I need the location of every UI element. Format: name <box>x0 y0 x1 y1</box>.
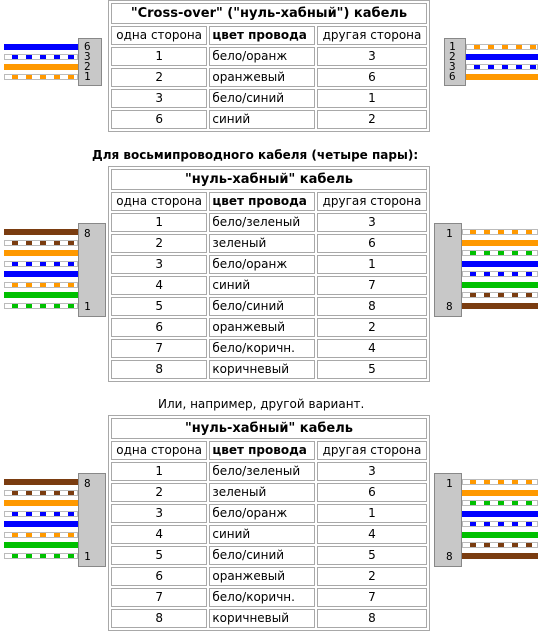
wire-color: синий <box>209 110 315 129</box>
header-wire-color: цвет провода <box>209 192 315 211</box>
wire-color: бело/зеленый <box>209 213 315 232</box>
wire-color: коричневый <box>209 609 315 628</box>
table-row <box>111 213 427 232</box>
wire <box>4 511 78 517</box>
pin-a: 2 <box>111 68 207 87</box>
wire-color: бело/зеленый <box>209 462 315 481</box>
table-row <box>111 588 427 607</box>
pin-a: 8 <box>111 609 207 628</box>
header-side-a: одна сторона <box>111 192 207 211</box>
table-row <box>111 234 427 253</box>
table-row <box>111 255 427 274</box>
pin-label: 6 <box>84 40 91 53</box>
pin-b: 6 <box>317 68 427 87</box>
pin-label: 8 <box>446 300 453 313</box>
wire-color: оранжевый <box>209 567 315 586</box>
header-side-b: другая сторона <box>317 192 427 211</box>
wire <box>462 521 538 527</box>
table-row <box>111 504 427 523</box>
table-row <box>111 546 427 565</box>
wire <box>4 229 78 235</box>
pin-label: 6 <box>449 70 456 83</box>
wire <box>462 500 538 506</box>
pin-label: 8 <box>84 227 91 240</box>
wire-color: бело/оранж <box>209 255 315 274</box>
wire-color: синий <box>209 525 315 544</box>
header-side-b: другая сторона <box>317 441 427 460</box>
pin-a: 7 <box>111 588 207 607</box>
pin-b: 7 <box>317 588 427 607</box>
wire-color: бело/синий <box>209 546 315 565</box>
table-row <box>111 525 427 544</box>
wire-color: синий <box>209 276 315 295</box>
pin-b: 6 <box>317 234 427 253</box>
pin-a: 1 <box>111 47 207 66</box>
pin-label: 1 <box>446 477 453 490</box>
pin-a: 5 <box>111 297 207 316</box>
wire <box>4 532 78 538</box>
pin-a: 3 <box>111 89 207 108</box>
wire <box>4 44 78 50</box>
pin-b: 7 <box>317 276 427 295</box>
pin-b: 8 <box>317 609 427 628</box>
wire <box>4 261 78 267</box>
pin-a: 1 <box>111 462 207 481</box>
wire <box>462 532 538 538</box>
pin-a: 2 <box>111 483 207 502</box>
wire <box>462 542 538 548</box>
wire <box>4 500 78 506</box>
table-row <box>111 462 427 481</box>
pin-a: 8 <box>111 360 207 379</box>
connector-right-8wire <box>432 223 540 317</box>
table-title: "нуль-хабный" кабель <box>111 169 427 190</box>
table-row <box>111 318 427 337</box>
wire <box>4 542 78 548</box>
wire-color: оранжевый <box>209 318 315 337</box>
header-side-a: одна сторона <box>111 26 207 45</box>
wire <box>4 292 78 298</box>
pin-a: 6 <box>111 318 207 337</box>
pin-b: 1 <box>317 89 427 108</box>
pin-a: 4 <box>111 276 207 295</box>
pin-a: 7 <box>111 339 207 358</box>
wire <box>4 54 78 60</box>
pin-label: 1 <box>84 300 91 313</box>
table-row <box>111 483 427 502</box>
header-side-b: другая сторона <box>317 26 427 45</box>
wire <box>462 271 538 277</box>
wire-color: коричневый <box>209 360 315 379</box>
pin-label: 1 <box>84 550 91 563</box>
wire-color: оранжевый <box>209 68 315 87</box>
eight-wire-table <box>108 166 430 382</box>
wire <box>4 282 78 288</box>
wire <box>466 54 538 60</box>
section-caption: Для восьмипроводного кабеля (четыре пары): <box>92 148 419 162</box>
connector-left-4wire <box>4 38 104 86</box>
pin-a: 2 <box>111 234 207 253</box>
wire-color: бело/оранж <box>209 47 315 66</box>
pin-b: 6 <box>317 483 427 502</box>
table-row <box>111 297 427 316</box>
pin-b: 2 <box>317 567 427 586</box>
wire-color: зеленый <box>209 483 315 502</box>
pin-a: 5 <box>111 546 207 565</box>
table-title: "нуль-хабный" кабель <box>111 418 427 439</box>
pin-label: 1 <box>449 40 456 53</box>
pin-b: 8 <box>317 297 427 316</box>
wire <box>462 229 538 235</box>
table-row <box>111 609 427 628</box>
header-side-a: одна сторона <box>111 441 207 460</box>
wire <box>4 74 78 80</box>
pin-label: 8 <box>84 477 91 490</box>
section-caption: Или, например, другой вариант. <box>158 397 365 411</box>
pin-b: 2 <box>317 110 427 129</box>
pin-b: 3 <box>317 213 427 232</box>
wire <box>462 303 538 309</box>
wire <box>4 521 78 527</box>
wire <box>462 240 538 246</box>
eight-wire-alt-table <box>108 415 430 631</box>
wire <box>466 64 538 70</box>
wire-color: зеленый <box>209 234 315 253</box>
table-row <box>111 68 427 87</box>
pin-b: 4 <box>317 339 427 358</box>
wire-color: бело/оранж <box>209 504 315 523</box>
wire <box>462 479 538 485</box>
table-row <box>111 339 427 358</box>
header-wire-color: цвет провода <box>209 26 315 45</box>
connector-right-8wire <box>432 473 540 567</box>
pin-label: 2 <box>449 50 456 63</box>
wire-color: бело/коричн. <box>209 588 315 607</box>
pin-a: 6 <box>111 567 207 586</box>
wire <box>462 490 538 496</box>
pin-label: 8 <box>446 550 453 563</box>
wire <box>4 479 78 485</box>
pin-b: 3 <box>317 47 427 66</box>
crossover-table <box>108 0 430 132</box>
header-wire-color: цвет провода <box>209 441 315 460</box>
connector-left-8wire <box>4 473 104 567</box>
pin-b: 5 <box>317 546 427 565</box>
wire <box>462 511 538 517</box>
table-row <box>111 89 427 108</box>
pin-label: 2 <box>84 60 91 73</box>
wire <box>4 271 78 277</box>
pin-b: 1 <box>317 255 427 274</box>
pin-b: 3 <box>317 462 427 481</box>
connector-left-8wire <box>4 223 104 317</box>
pin-b: 1 <box>317 504 427 523</box>
wire <box>462 553 538 559</box>
pin-b: 2 <box>317 318 427 337</box>
wire <box>4 250 78 256</box>
wire <box>462 292 538 298</box>
wire <box>4 64 78 70</box>
connector-right-4wire <box>440 38 540 86</box>
pin-label: 1 <box>446 227 453 240</box>
pin-label: 3 <box>449 60 456 73</box>
wire <box>4 553 78 559</box>
pin-a: 6 <box>111 110 207 129</box>
wire <box>4 490 78 496</box>
table-row <box>111 567 427 586</box>
pin-a: 3 <box>111 255 207 274</box>
pin-a: 1 <box>111 213 207 232</box>
wire <box>466 74 538 80</box>
table-row <box>111 276 427 295</box>
table-row <box>111 47 427 66</box>
pin-a: 4 <box>111 525 207 544</box>
pin-b: 5 <box>317 360 427 379</box>
wire <box>4 240 78 246</box>
pin-label: 3 <box>84 50 91 63</box>
plug-body <box>78 473 106 567</box>
wire <box>466 44 538 50</box>
wire <box>462 250 538 256</box>
table-row <box>111 360 427 379</box>
wire <box>4 303 78 309</box>
wire-color: бело/синий <box>209 297 315 316</box>
pin-a: 3 <box>111 504 207 523</box>
wire <box>462 282 538 288</box>
wire-color: бело/коричн. <box>209 339 315 358</box>
wire-color: бело/синий <box>209 89 315 108</box>
wire <box>462 261 538 267</box>
table-title: "Cross-over" ("нуль-хабный") кабель <box>111 3 427 24</box>
table-row <box>111 110 427 129</box>
plug-body <box>78 223 106 317</box>
pin-label: 1 <box>84 70 91 83</box>
pin-b: 4 <box>317 525 427 544</box>
